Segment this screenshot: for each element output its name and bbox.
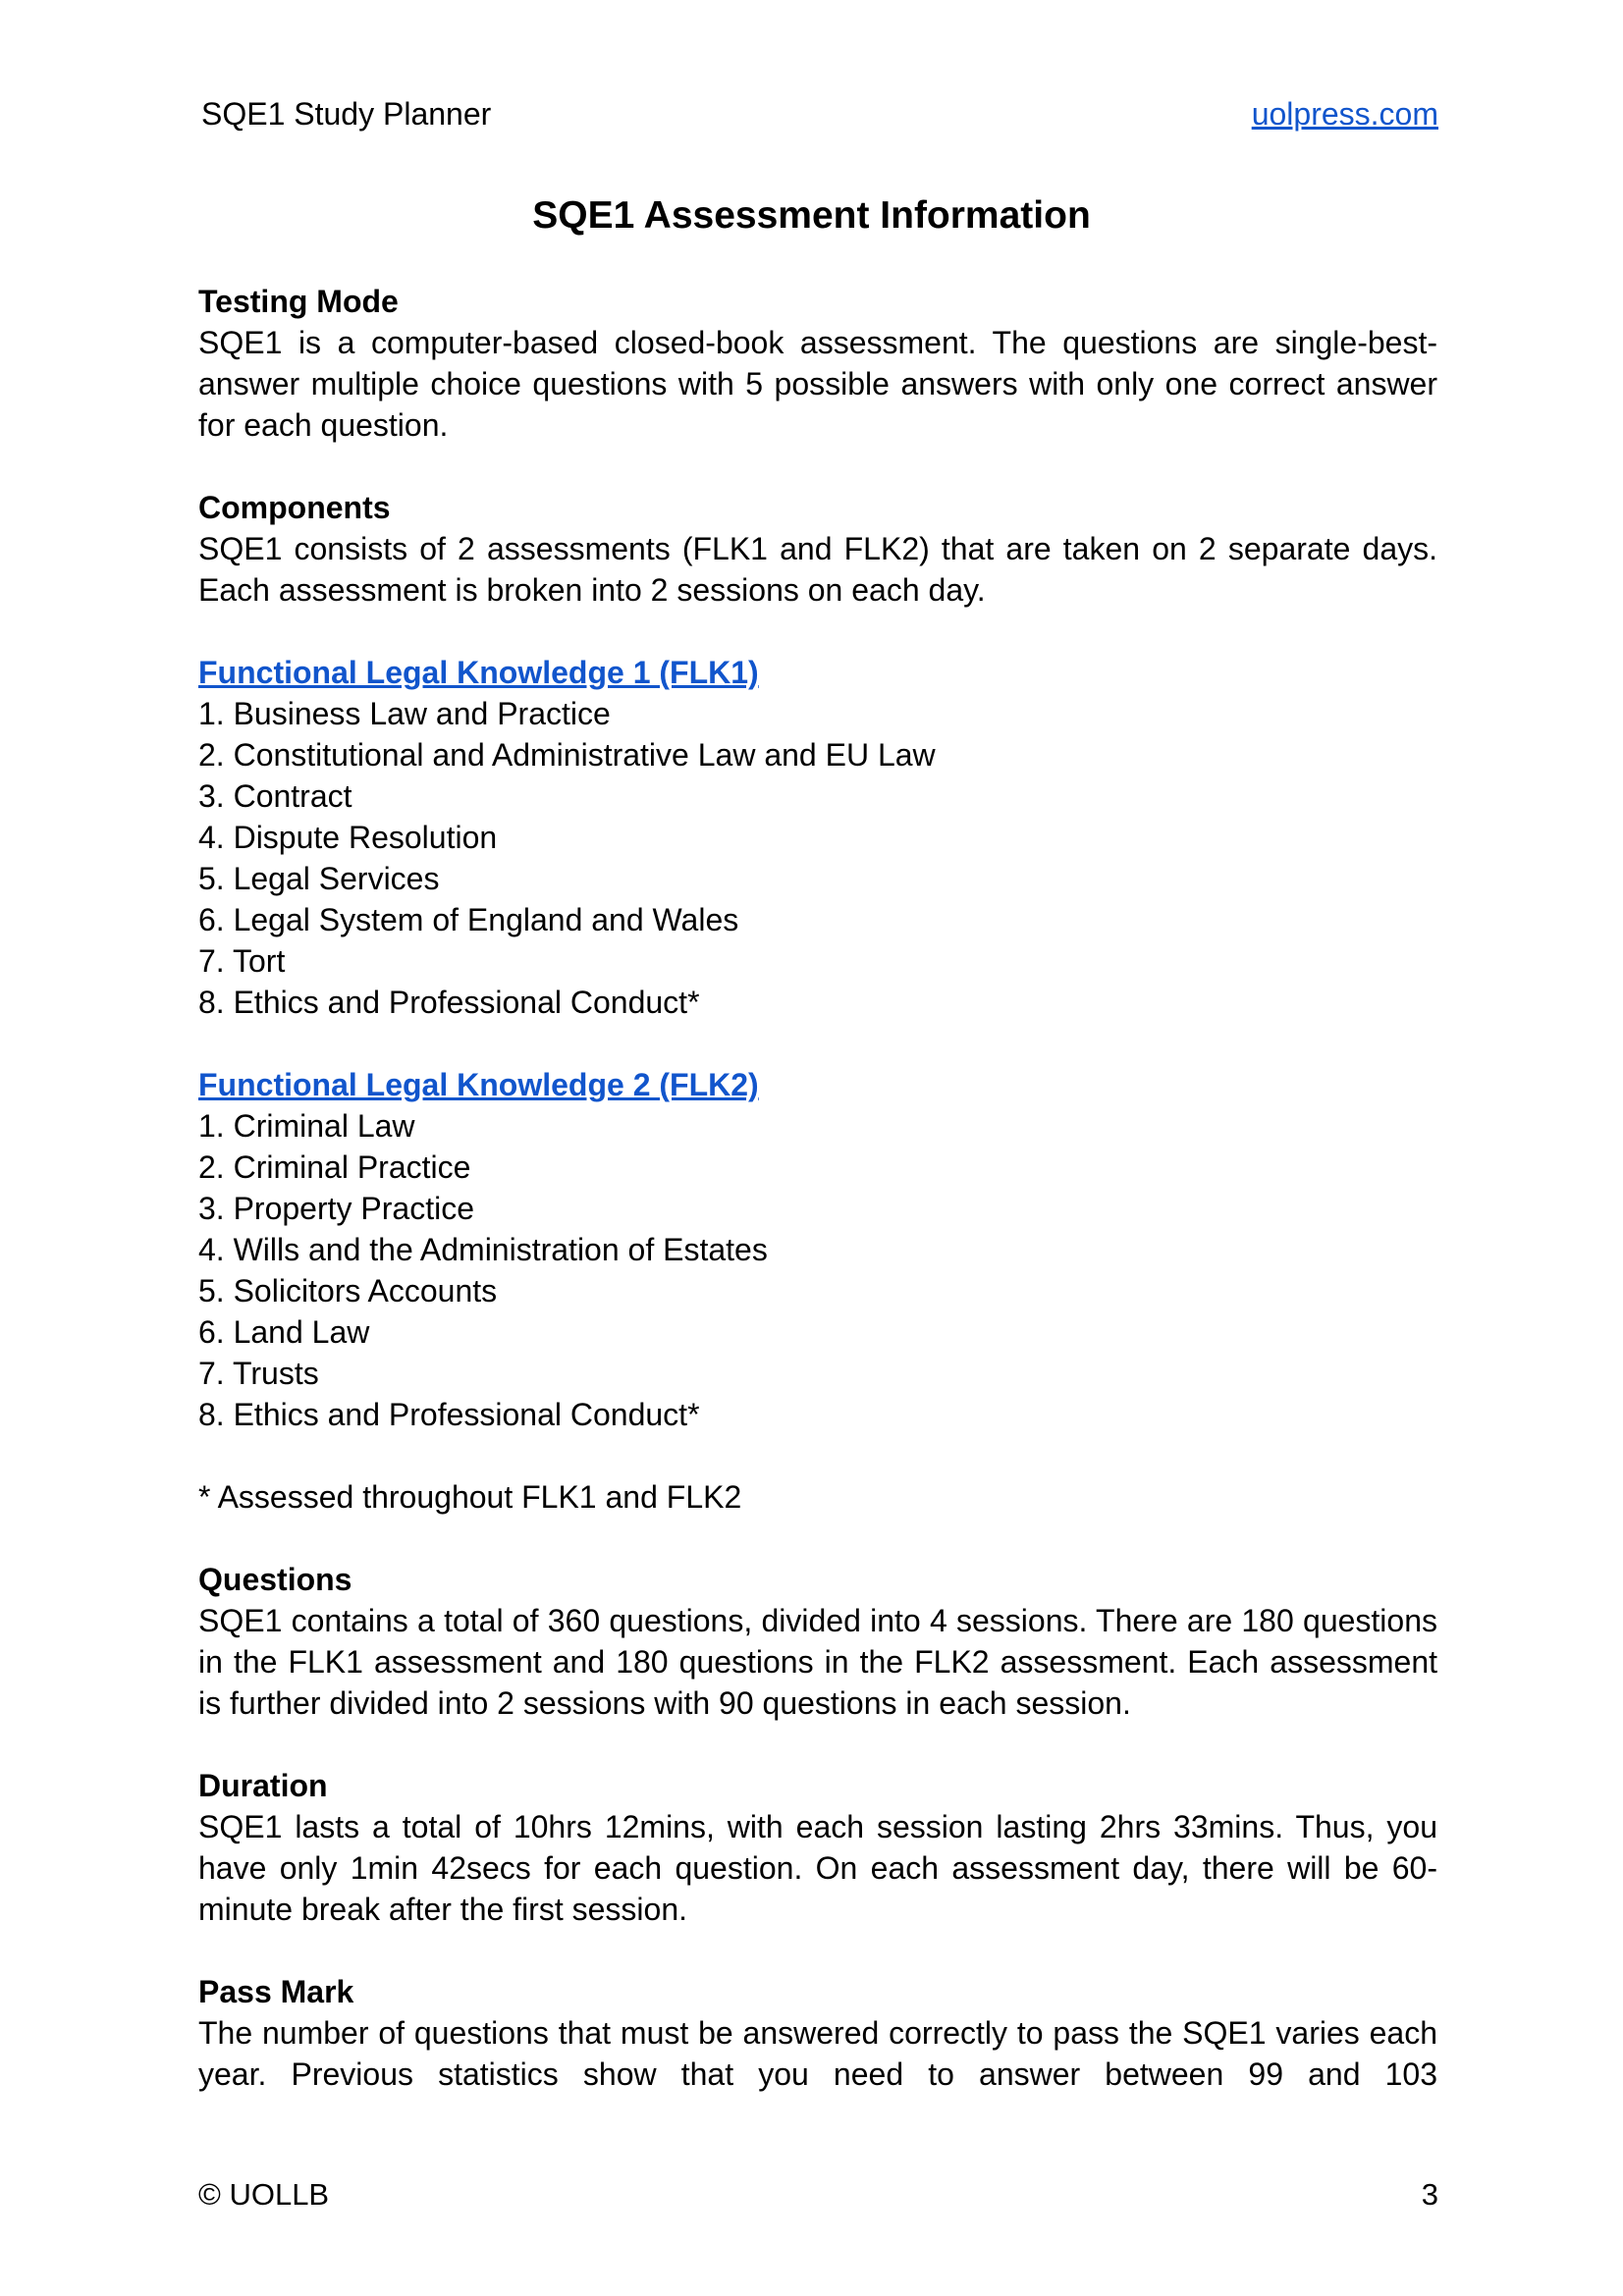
list-item: 1. Business Law and Practice [198, 696, 611, 731]
footnote: * Assessed throughout FLK1 and FLK2 [198, 1479, 742, 1515]
section-body: SQE1 consists of 2 assessments (FLK1 and FLK2) that are taken on 2 separate days. Each assessment is broken into 2 sessions on each day. [198, 531, 1437, 608]
list-item: 4. Dispute Resolution [198, 820, 498, 855]
section-body: SQE1 lasts a total of 10hrs 12mins, with each session lasting 2hrs 33mins. Thus, you have only 1min 42secs for each question. On each assessment day, there will be 60-minute break after the first session. [198, 1809, 1437, 1927]
list-item: 6. Land Law [198, 1314, 370, 1350]
flk1-heading-link[interactable]: Functional Legal Knowledge 1 (FLK1) [198, 655, 759, 690]
list-item: 8. Ethics and Professional Conduct* [198, 985, 700, 1020]
section-duration [198, 1765, 1437, 1930]
header-title: SQE1 Study Planner [201, 96, 492, 132]
page-number: 3 [1421, 2177, 1438, 2212]
list-item: 5. Legal Services [198, 861, 440, 896]
flk1-subject-list [198, 693, 1437, 1023]
section-heading: Components [198, 490, 391, 525]
list-item: 2. Constitutional and Administrative Law and EU Law [198, 737, 936, 773]
list-item: 3. Contract [198, 778, 352, 814]
list-item: 5. Solicitors Accounts [198, 1273, 498, 1308]
page-footer [198, 2177, 1438, 2213]
section-body: SQE1 contains a total of 360 questions, divided into 4 sessions. There are 180 questions in the FLK1 assessment and 180 questions in the FLK2 assessment. Each assessment is further divided into 2 sessions with 90 questions in each session. [198, 1603, 1437, 1721]
section-body: The number of questions that must be answered correctly to pass the SQE1 varies each year. Previous statistics show that you need to answer between 99 and 103 [198, 2015, 1437, 2092]
section-flk2 [198, 1064, 1437, 1435]
list-item: 4. Wills and the Administration of Estates [198, 1232, 768, 1267]
flk2-subject-list [198, 1105, 1437, 1435]
list-item: 2. Criminal Practice [198, 1149, 471, 1185]
flk2-heading-link[interactable]: Functional Legal Knowledge 2 (FLK2) [198, 1067, 759, 1102]
page-title: SQE1 Assessment Information [532, 194, 1091, 237]
section-heading: Duration [198, 1768, 328, 1803]
list-item: 3. Property Practice [198, 1191, 474, 1226]
list-item: 1. Criminal Law [198, 1108, 415, 1144]
list-item: 8. Ethics and Professional Conduct* [198, 1397, 700, 1432]
section-flk1 [198, 652, 1437, 1023]
list-item: 6. Legal System of England and Wales [198, 902, 739, 937]
document-body [198, 281, 1437, 2136]
section-questions [198, 1559, 1437, 1724]
section-components [198, 487, 1437, 611]
section-testing-mode [198, 281, 1437, 446]
uolpress-link[interactable]: uolpress.com [1251, 96, 1438, 132]
list-item: 7. Tort [198, 943, 286, 979]
section-heading: Pass Mark [198, 1974, 354, 2009]
list-item: 7. Trusts [198, 1356, 319, 1391]
section-heading: Testing Mode [198, 284, 399, 319]
section-body: SQE1 is a computer-based closed-book assessment. The questions are single-best-answer multiple choice questions with 5 possible answers with only one correct answer for each question. [198, 325, 1437, 443]
section-heading: Questions [198, 1562, 352, 1597]
copyright-text: © UOLLB [198, 2177, 330, 2212]
page-header [201, 96, 1438, 139]
section-pass-mark [198, 1971, 1437, 2095]
